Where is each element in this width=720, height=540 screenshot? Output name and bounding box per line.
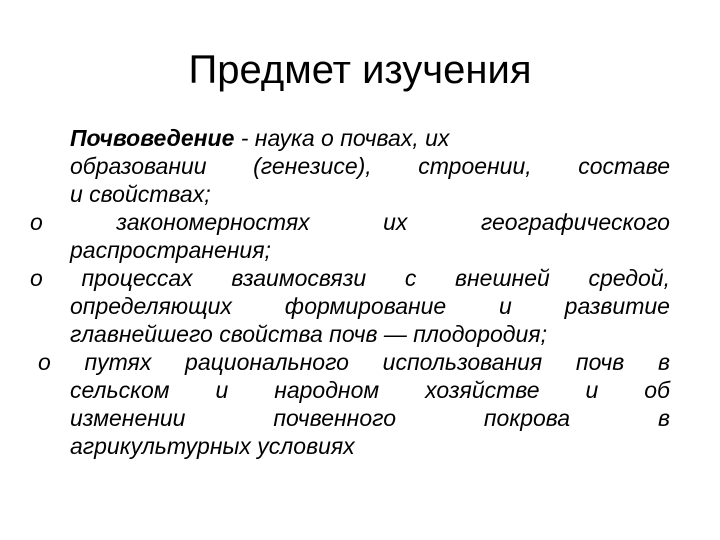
slide-body xyxy=(30,124,670,460)
bullet-3-line-1-word: путях xyxy=(84,349,152,375)
intro-line-2-word: (генезисе), xyxy=(253,153,372,179)
bullet-3-line-1 xyxy=(30,348,670,376)
bullet-2-line-1-word: процессах xyxy=(81,265,193,291)
bullet-1-line-1 xyxy=(30,208,670,236)
bullet-3-line-2-word: сельском xyxy=(70,377,170,403)
intro-line-2 xyxy=(30,152,670,180)
bullet-1-line-1-word: их xyxy=(383,209,408,235)
intro-line-2-word: строении, xyxy=(418,153,532,179)
bullet-2-line-2-word: формирование xyxy=(284,293,447,319)
bullet-3-line-1-word: в xyxy=(657,349,670,375)
bullet-marker: o xyxy=(38,349,51,375)
bullet-3-line-2 xyxy=(30,376,670,404)
intro-paragraph xyxy=(30,124,670,208)
bullet-2-line-1-word: взаимосвязи xyxy=(231,265,367,291)
intro-line-3: и свойствах; xyxy=(70,181,211,207)
bullet-3-line-2-word: хозяйстве xyxy=(425,377,540,403)
intro-line-2-word: составе xyxy=(578,153,670,179)
bullet-1 xyxy=(30,208,670,264)
bullet-2-line-1 xyxy=(30,264,670,292)
bullet-3-line-3 xyxy=(30,404,670,432)
bullet-2-line-2-word: и xyxy=(499,293,512,319)
bullet-2-line-2-word: развитие xyxy=(564,293,670,319)
intro-line-1-text: - наука о почвах, их xyxy=(234,125,450,151)
bullet-3-line-2-word: и xyxy=(585,377,599,403)
bullet-3-line-3-word: изменении xyxy=(70,405,186,431)
bullet-2 xyxy=(30,264,670,348)
bullet-3-line-1-word: рационального xyxy=(185,349,349,375)
bullet-1-line-1-word: закономерностях xyxy=(116,209,310,235)
bullet-2-line-3: главнейшего свойства почв — плодородия; xyxy=(70,321,547,347)
term-pochvovedenie: Почвоведение xyxy=(70,125,235,151)
intro-line-2-word: образовании xyxy=(70,153,207,179)
bullet-3-line-2-word: и xyxy=(215,377,229,403)
bullet-2-line-1-word: средой, xyxy=(588,265,670,291)
intro-line-1 xyxy=(30,124,670,152)
bullet-3-line-3-word: почвенного xyxy=(273,405,396,431)
bullet-3-line-3-word: в xyxy=(657,405,670,431)
bullet-marker: o xyxy=(30,209,43,235)
bullet-3-line-4: агрикультурных условиях xyxy=(70,433,355,459)
bullet-3-line-1-word: почв xyxy=(575,349,625,375)
bullet-2-line-1-word: внешней xyxy=(455,265,550,291)
bullet-3-line-2-word: народном xyxy=(274,377,380,403)
bullet-2-line-2 xyxy=(30,292,670,320)
bullet-3 xyxy=(30,348,670,460)
slide-title: Предмет изучения xyxy=(188,48,532,92)
bullet-2-line-1-word: с xyxy=(404,265,417,291)
bullet-1-line-1-word: географического xyxy=(480,209,670,235)
bullet-3-line-2-word: об xyxy=(644,377,670,403)
bullet-3-line-1-word: использования xyxy=(382,349,543,375)
bullet-2-line-2-word: определяющих xyxy=(70,293,232,319)
bullet-1-line-2: распространения; xyxy=(70,237,271,263)
bullet-3-line-3-word: покрова xyxy=(483,405,571,431)
bullet-marker: o xyxy=(30,265,43,291)
